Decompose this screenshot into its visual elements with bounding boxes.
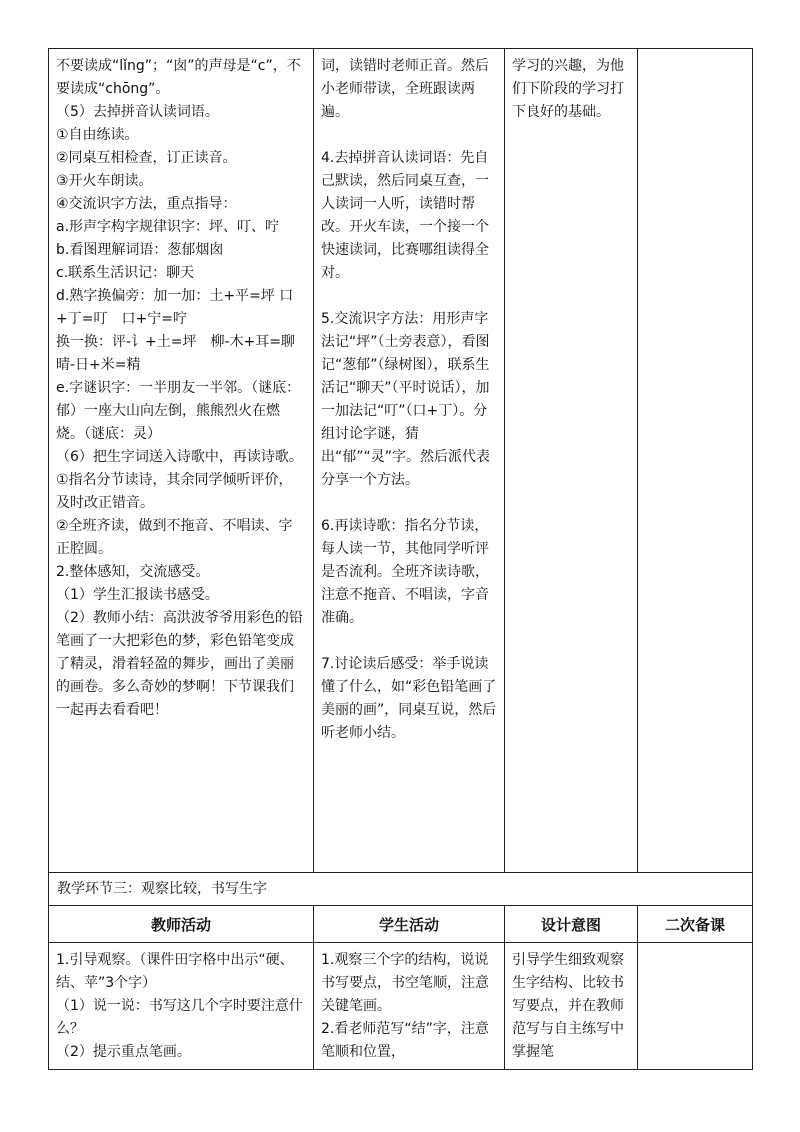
paragraph: 2.整体感知，交流感受。	[56, 564, 210, 580]
table-row	[49, 873, 753, 906]
design-intent-cell	[505, 49, 638, 873]
paragraph: ③开火车朗读。	[56, 173, 153, 189]
paragraph: （1）学生汇报读书感受。	[56, 587, 219, 603]
paragraph: c.联系生活识记：聊天	[56, 265, 195, 281]
paragraph: （2）提示重点笔画。	[56, 1044, 191, 1060]
paragraph: （1）说一说：书写这几个字时要注意什么？	[56, 998, 303, 1037]
paragraph: 4.去掉拼音认读词语：先自己默读，然后同桌互查，一人读词一人听，读错时帮改。开火车读，一个接一个快速读词，比赛哪组读得全对。	[321, 150, 489, 281]
section-title: 教学环节三：观察比较，书写生字	[57, 881, 267, 897]
paragraph: ②同桌互相检查，订正读音。	[56, 150, 237, 166]
paragraph: 2.看老师范写“结”字，注意笔顺和位置，	[321, 1021, 489, 1060]
paragraph: 6.再读诗歌：指名分节读，每人读一节，其他同学听评是否流利。全班齐读诗歌，注意不拖音、不唱读，字音准确。	[321, 518, 489, 626]
paragraph: ②全班齐读，做到不拖音、不唱读、字正腔圆。	[56, 518, 293, 557]
paragraph: ①自由练读。	[56, 127, 139, 143]
lesson-plan-table	[48, 48, 753, 1070]
paragraph: （6）把生字词送入诗歌中，再读诗歌。	[56, 449, 303, 465]
table-header-row	[49, 906, 753, 943]
paragraph: b.看图理解词语：葱郁烟囱	[56, 242, 224, 258]
paragraph: 词，读错时老师正音。然后小老师带读，全班跟读两遍。	[321, 58, 489, 120]
paragraph: 不要读成“lǐng”；“囱”的声母是“c”，不要读成“chōng”。	[56, 58, 301, 97]
paragraph: （2）教师小结：高洪波爷爷用彩色的铅笔画了一大把彩色的梦，彩色铅笔变成了精灵，滑着轻盈的舞步，画出了美丽的画卷。多么奇妙的梦啊！下节课我们一起再去看看吧！	[56, 610, 303, 718]
header-prep: 二次备课	[638, 906, 753, 943]
student-activity-cell	[314, 49, 505, 873]
teacher-activity-cell	[49, 49, 314, 873]
header-design: 设计意图	[505, 906, 638, 943]
paragraph: 1.引导观察。（课件田字格中出示“硬、结、苹”3个字）	[56, 952, 294, 991]
paragraph: 5.交流识字方法：用形声字法记“坪”（土旁表意），看图记“葱郁”（绿树图），联系生活记“聊天”（平时说话），加一加法记“叮”（口+丁）。分组讨论字谜，猜出“郁”“灵”字。然后派代表分享一个方法。	[321, 311, 491, 488]
paragraph: 引导学生细致观察生字结构、比较书写要点，并在教师范写与自主练写中掌握笔	[512, 952, 624, 1060]
teacher-activity-cell	[49, 943, 314, 1070]
paragraph: d.熟字换偏旁：加一加：土+平=坪 口+丁=叮 口+宁=咛	[56, 288, 294, 327]
paragraph: 换一换：评-讠+土=坪 柳-木+耳=聊 晴-日+米=精	[56, 334, 310, 373]
paragraph	[321, 630, 497, 653]
header-student: 学生活动	[314, 906, 505, 943]
second-prep-cell	[638, 49, 753, 873]
table-row	[49, 943, 753, 1070]
student-activity-cell	[314, 943, 505, 1070]
design-intent-cell	[505, 943, 638, 1070]
paragraph	[321, 124, 497, 147]
paragraph: 7.讨论读后感受：举手说读懂了什么，如“彩色铅笔画了美丽的画”，同桌互说，然后听老师小结。	[321, 656, 497, 741]
paragraph: e.字谜识字：一半朋友一半邻。（谜底：郁）一座大山向左倒，熊熊烈火在燃烧。（谜底：灵）	[56, 380, 301, 442]
paragraph: （5）去掉拼音认读词语。	[56, 104, 219, 120]
header-teacher: 教师活动	[49, 906, 314, 943]
paragraph: ①指名分节读诗，其余同学倾听评价，及时改正错音。	[56, 472, 293, 511]
paragraph: a.形声字构字规律识字：坪、叮、咛	[56, 219, 280, 235]
table-row	[49, 49, 753, 873]
paragraph: 学习的兴趣，为他们下阶段的学习打下良好的基础。	[512, 58, 624, 120]
second-prep-cell	[638, 943, 753, 1070]
paragraph	[321, 285, 497, 308]
paragraph: ④交流识字方法，重点指导：	[56, 196, 237, 212]
section-title-cell	[49, 873, 753, 906]
paragraph	[321, 492, 497, 515]
paragraph: 1.观察三个字的结构，说说书写要点，书空笔顺，注意关键笔画。	[321, 952, 489, 1014]
document-page	[48, 48, 752, 1070]
